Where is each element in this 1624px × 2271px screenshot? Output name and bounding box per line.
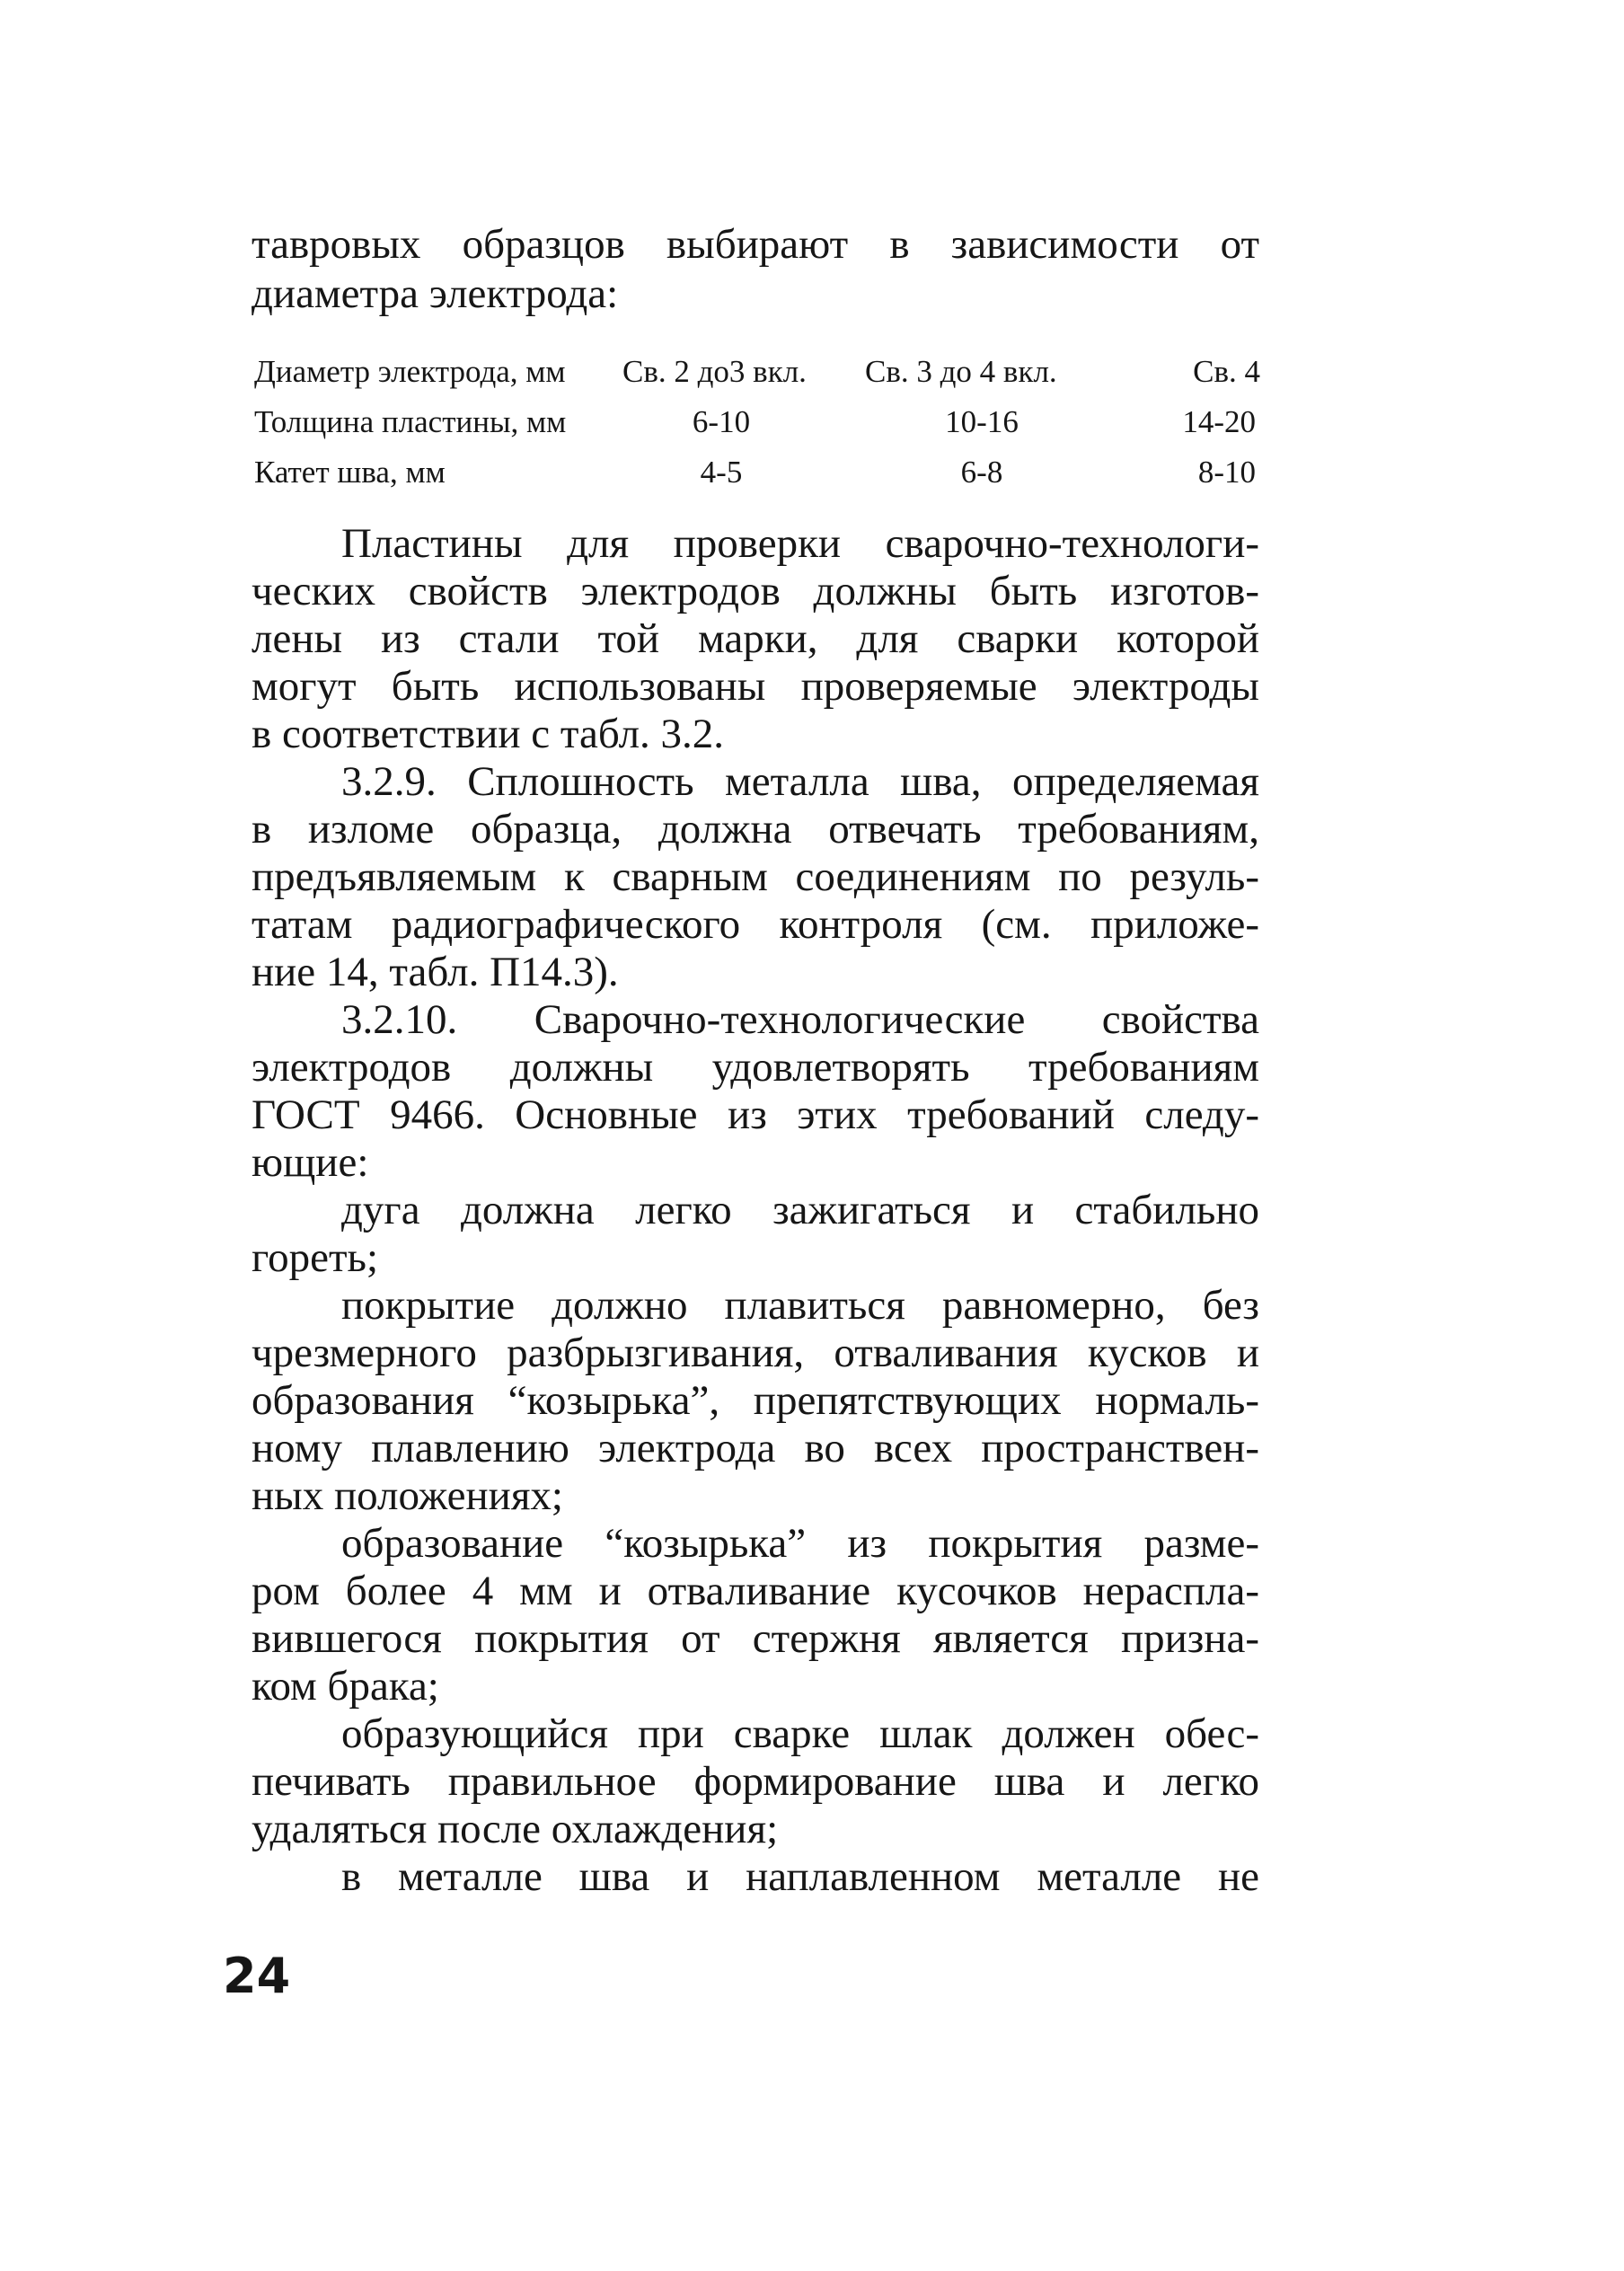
text-line: вившегося покрытия от стержня является призна- (252, 1615, 1259, 1662)
table-cell: 10-16 (945, 404, 1019, 439)
table-header-cell: Св. 4 (1193, 354, 1260, 389)
page-number: 24 (223, 1948, 291, 2004)
table-cell: 4-5 (700, 455, 743, 490)
text-line: чрезмерного разбрызгивания, отваливания кусков и (252, 1330, 1259, 1376)
text-line: в соответствии с табл. 3.2. (252, 711, 725, 757)
text-line: образующийся при сварке шлак должен обес- (341, 1710, 1259, 1757)
text-line: могут быть использованы проверяемые электроды (252, 663, 1259, 710)
text-line: электродов должны удовлетворять требованиям (252, 1044, 1259, 1091)
text-line: ному плавлению электрода во всех пространствен- (252, 1425, 1259, 1471)
text-line: ние 14, табл. П14.3). (252, 949, 619, 995)
table-header-cell: Св. 3 до 4 вкл. (865, 354, 1057, 389)
text-line: образования “козырька”, препятствующих нормаль- (252, 1377, 1259, 1424)
text-line: тавровых образцов выбирают в зависимости от (252, 221, 1259, 268)
text-line: Пластины для проверки сварочно-технологи- (341, 520, 1259, 567)
text-line: гореть; (252, 1234, 378, 1281)
table-header-cell: Св. 2 до3 вкл. (622, 354, 807, 389)
table-row-label: Катет шва, мм (254, 455, 446, 490)
table-cell: 6-8 (960, 455, 1003, 490)
text-line: покрытие должно плавиться равномерно, без (341, 1282, 1259, 1329)
text-line: 3.2.9. Сплошность металла шва, определяемая (341, 758, 1259, 805)
text-line: ГОСТ 9466. Основные из этих требований следу- (252, 1091, 1259, 1138)
text-line: ческих свойств электродов должны быть изготов- (252, 568, 1259, 614)
text-line: образование “козырька” из покрытия разме- (341, 1520, 1259, 1567)
text-line: печивать правильное формирование шва и легко (252, 1758, 1259, 1805)
text-line: диаметра электрода: (252, 270, 619, 317)
text-line: лены из стали той марки, для сварки которой (252, 615, 1259, 662)
text-line: 3.2.10. Сварочно-технологические свойства (341, 996, 1259, 1043)
text-line: ных положениях; (252, 1472, 563, 1519)
text-line: ющие: (252, 1139, 369, 1186)
text-line: татам радиографического контроля (см. приложе- (252, 901, 1259, 948)
text-line: в изломе образца, должна отвечать требованиям, (252, 806, 1259, 853)
table-cell: 14-20 (1182, 404, 1256, 439)
table-row-label: Толщина пластины, мм (254, 404, 567, 439)
text-line: предъявляемым к сварным соединениям по резуль- (252, 853, 1259, 900)
text-line: ком брака; (252, 1663, 439, 1710)
text-line: удаляться после охлаждения; (252, 1806, 779, 1852)
text-line: в металле шва и наплавленном металле не (341, 1853, 1259, 1900)
table-row-label: Диаметр электрода, мм (254, 354, 566, 389)
text-line: ром более 4 мм и отваливание кусочков нерасплa- (252, 1568, 1259, 1614)
text-line: дуга должна легко зажигаться и стабильно (341, 1187, 1259, 1233)
table-cell: 8-10 (1197, 455, 1256, 490)
table-cell: 6-10 (692, 404, 751, 439)
